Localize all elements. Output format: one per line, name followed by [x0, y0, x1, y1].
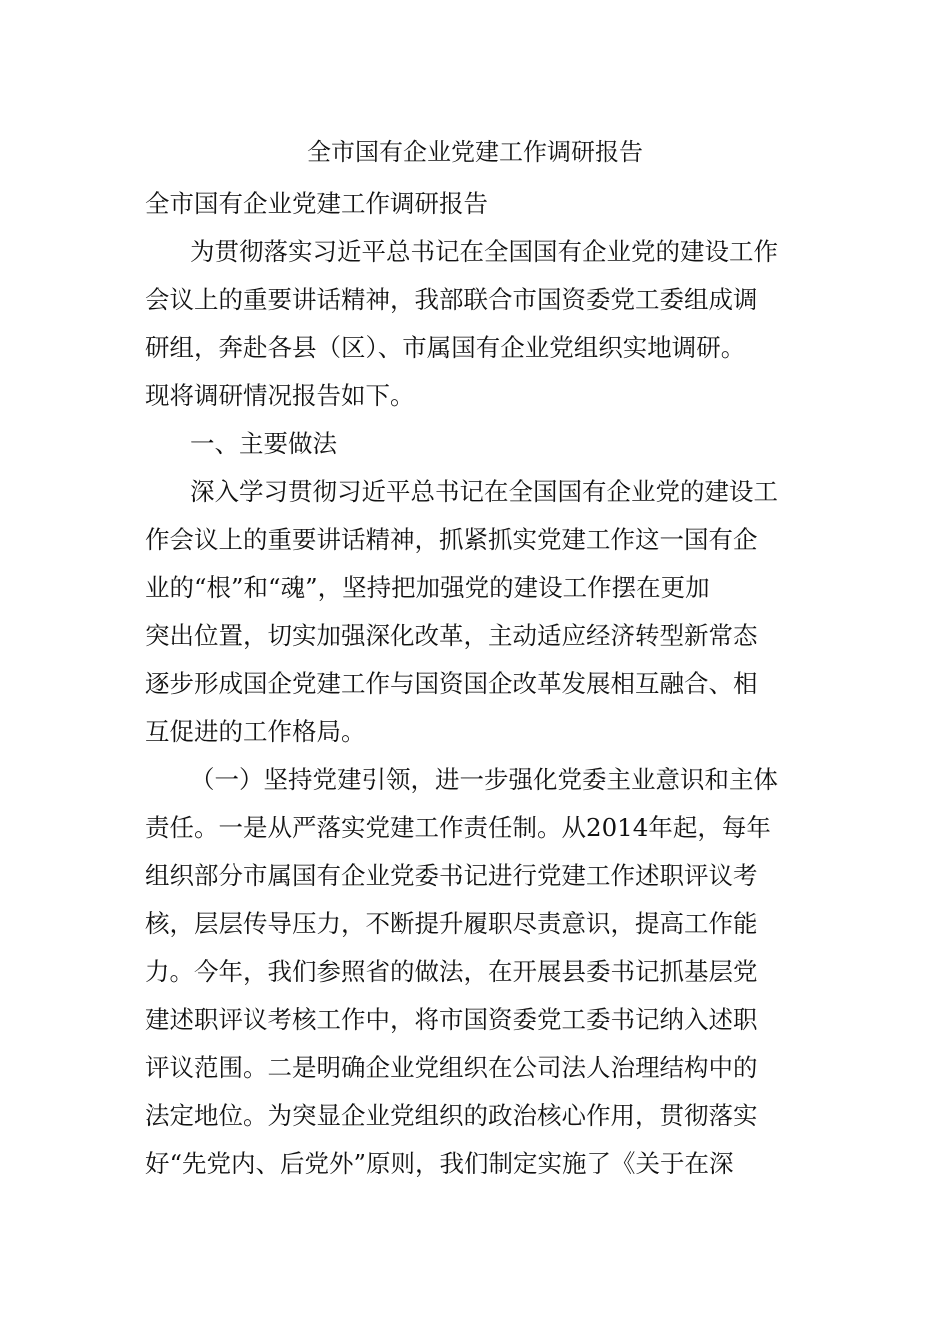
body-line: 力。今年，我们参照省的做法，在开展县委书记抓基层党: [145, 957, 758, 986]
body-line: （一）坚持党建引领，进一步强化党委主业意识和主体: [190, 765, 778, 794]
body-line: 深入学习贯彻习近平总书记在全国国有企业党的建设工: [190, 477, 778, 506]
body-line: 责任。一是从严落实党建工作责任制。从2014年起，每年: [145, 813, 771, 842]
body-line: 逐步形成国企党建工作与国资国企改革发展相互融合、相: [145, 669, 758, 698]
body-line: 突出位置，切实加强深化改革，主动适应经济转型新常态: [145, 621, 758, 650]
document-title: 全市国有企业党建工作调研报告: [307, 138, 643, 166]
body-line: 法定地位。为突显企业党组织的政治核心作用，贯彻落实: [145, 1101, 758, 1130]
body-line: 核，层层传导压力，不断提升履职尽责意识，提高工作能: [145, 909, 758, 938]
body-line: 为贯彻落实习近平总书记在全国国有企业党的建设工作: [190, 237, 778, 266]
body-line: 互促进的工作格局。: [145, 717, 366, 746]
body-line: 全市国有企业党建工作调研报告: [145, 189, 488, 218]
body-line: 会议上的重要讲话精神，我部联合市国资委党工委组成调: [145, 285, 758, 314]
body-line: 现将调研情况报告如下。: [145, 381, 415, 410]
body-line: 好“先党内、后党外”原则，我们制定实施了《关于在深: [145, 1149, 734, 1178]
body-line: 组织部分市属国有企业党委书记进行党建工作述职评议考: [145, 861, 758, 890]
body-line: 建述职评议考核工作中，将市国资委党工委书记纳入述职: [145, 1005, 758, 1034]
body-line: 业的“根”和“魂”，坚持把加强党的建设工作摆在更加: [145, 573, 710, 602]
document-body: [145, 180, 807, 1188]
section-heading: 一、主要做法: [190, 429, 337, 458]
body-line: 研组，奔赴各县（区）、市属国有企业党组织实地调研。: [145, 333, 746, 362]
body-line: 作会议上的重要讲话精神，抓紧抓实党建工作这一国有企: [145, 525, 758, 554]
body-line: 评议范围。二是明确企业党组织在公司法人治理结构中的: [145, 1053, 758, 1082]
